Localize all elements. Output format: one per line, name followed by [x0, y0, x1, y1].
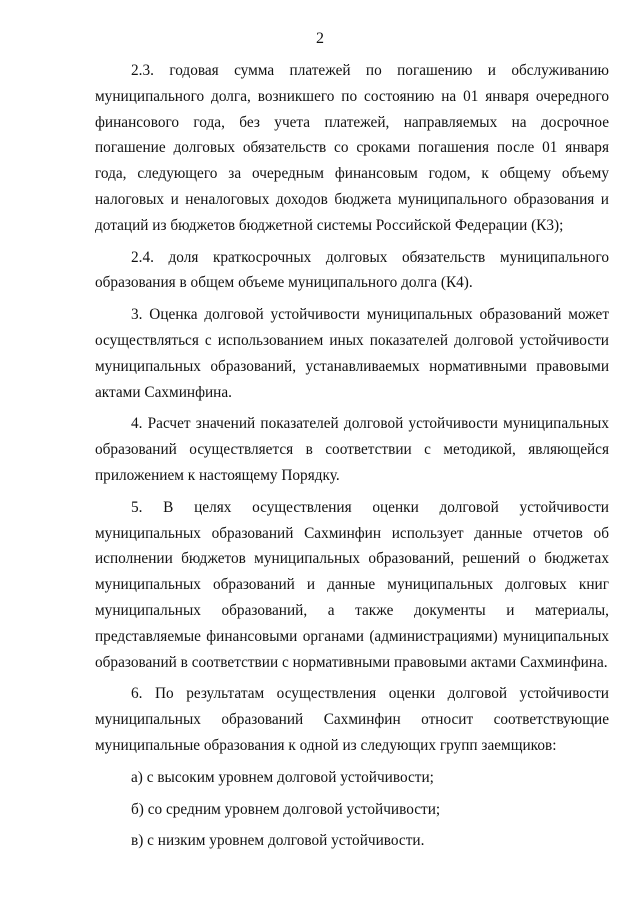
- group-item-medium: б) со средним уровнем долговой устойчивости;: [131, 800, 441, 818]
- paragraph-6: 6. По результатам осуществления оценки долговой устойчивости муниципальных образований Сахминфин относит соответствующие муниципальные образования к одной из следующих групп заемщиков:: [95, 685, 609, 754]
- group-item-low: в) с низким уровнем долговой устойчивости.: [131, 832, 425, 850]
- document-body: [95, 58, 609, 860]
- paragraph-2-3: 2.3. годовая сумма платежей по погашению и обслуживанию муниципального долга, возникшего по состоянию на 01 января очередного финансового года, без учета платежей, направляемых на досрочное погашение долговых обязательств со сроками погашения после 01 января года, следующего за очередным финансовым годом, к общему объему налоговых и неналоговых доходов бюджета муниципального образования и дотаций из бюджетов бюджетной системы Российской Федерации (К3);: [95, 62, 609, 234]
- group-item-high: а) с высоким уровнем долговой устойчивости;: [131, 768, 434, 786]
- paragraph-2-4: 2.4. доля краткосрочных долговых обязательств муниципального образования в общем объеме муниципального долга (К4).: [95, 248, 609, 292]
- page-number: 2: [316, 30, 324, 47]
- paragraph-4: 4. Расчет значений показателей долговой устойчивости муниципальных образований осуществляется в соответствии с методикой, являющейся приложением к настоящему Порядку.: [95, 415, 609, 484]
- paragraph-5: 5. В целях осуществления оценки долговой устойчивости муниципальных образований Сахминфин использует данные отчетов об исполнении бюджетов муниципальных образований, решений о бюджетах муниципальных образований и данные муниципальных долговых книг муниципальных образований, а также документы и материалы, представляемые финансовыми органами (администрациями) муниципальных образований в соответствии с нормативными правовыми актами Сахминфина.: [95, 498, 609, 671]
- paragraph-3: 3. Оценка долговой устойчивости муниципальных образований может осуществляться с использованием иных показателей долговой устойчивости муниципальных образований, устанавливаемых нормативными правовыми актами Сахминфина.: [95, 306, 609, 401]
